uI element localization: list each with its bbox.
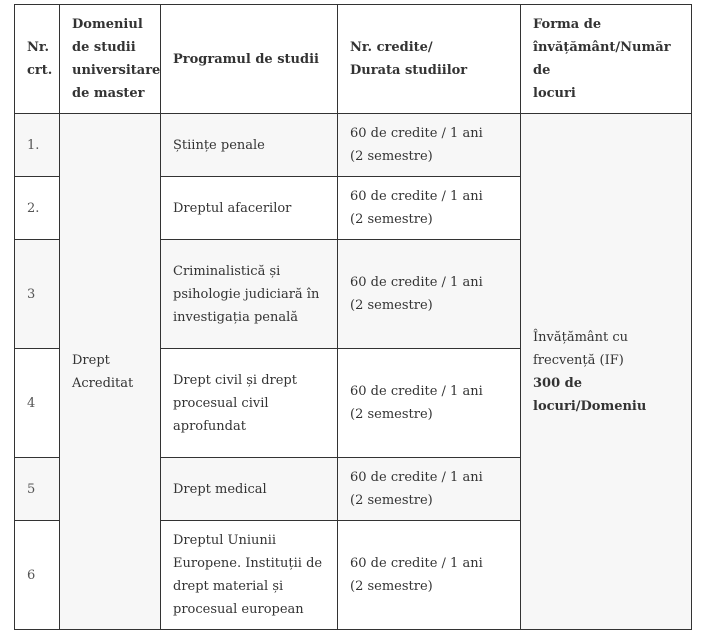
credits-line: (2 semestre) — [350, 212, 433, 227]
credits-duration — [338, 458, 521, 521]
credits-duration — [338, 521, 521, 630]
program-line: aprofundat — [173, 418, 246, 434]
credits-line: 60 de credite / 1 ani — [350, 556, 483, 571]
study-form-cell — [521, 114, 692, 630]
places-line: 300 de — [533, 375, 583, 391]
row-number: 6 — [15, 521, 60, 630]
row-number: 3 — [15, 240, 60, 349]
row-number: 1. — [15, 114, 60, 177]
credits-line: 60 de credite / 1 ani — [350, 189, 483, 204]
table-header-row — [15, 5, 692, 114]
program-name — [161, 177, 338, 240]
row-number: 4 — [15, 349, 60, 458]
credits-line: (2 semestre) — [350, 407, 433, 422]
domain-line: Drept — [72, 352, 110, 368]
table-row — [15, 114, 692, 177]
credits-line: 60 de credite / 1 ani — [350, 126, 483, 141]
program-name — [161, 240, 338, 349]
program-line: procesual civil — [173, 395, 269, 411]
credits-line: 60 de credite / 1 ani — [350, 470, 483, 485]
places-line: locuri/Domeniu — [533, 398, 647, 414]
program-line: Drept civil și drept — [173, 372, 297, 388]
credits-line: 60 de credite / 1 ani — [350, 384, 483, 399]
header-form: Forma de învățământ/Număr de locuri — [521, 5, 692, 114]
credits-duration — [338, 240, 521, 349]
program-line: Dreptul afacerilor — [173, 200, 292, 216]
credits-duration — [338, 114, 521, 177]
program-line: investigația penală — [173, 309, 299, 325]
domain-cell — [60, 114, 161, 630]
domain-line: Acreditat — [72, 375, 134, 391]
program-line: Drept medical — [173, 481, 267, 497]
row-number: 5 — [15, 458, 60, 521]
program-line: Criminalistică și — [173, 263, 281, 279]
study-programs-table — [14, 4, 692, 630]
program-line: Dreptul Uniunii — [173, 533, 277, 548]
header-credits: Nr. credite/ Durata studiilor — [338, 5, 521, 114]
credits-line: (2 semestre) — [350, 579, 433, 594]
credits-line: (2 semestre) — [350, 149, 433, 164]
credits-duration — [338, 177, 521, 240]
study-form-line: Învățământ cu — [533, 329, 629, 345]
program-name — [161, 349, 338, 458]
credits-line: (2 semestre) — [350, 493, 433, 508]
credits-duration — [338, 349, 521, 458]
credits-line: (2 semestre) — [350, 298, 433, 313]
program-name — [161, 458, 338, 521]
study-form-line: frecvență (IF) — [533, 352, 624, 368]
header-domain: Domeniul de studii universitare de master — [60, 5, 161, 114]
program-name — [161, 521, 338, 630]
header-program: Programul de studii — [161, 5, 338, 114]
program-line: Europene. Instituții de — [173, 556, 323, 571]
header-nr: Nr. crt. — [15, 5, 60, 114]
program-name — [161, 114, 338, 177]
program-line: procesual european — [173, 602, 304, 617]
program-line: drept material și — [173, 579, 284, 594]
credits-line: 60 de credite / 1 ani — [350, 275, 483, 290]
program-line: Științe penale — [173, 137, 265, 153]
program-line: psihologie judiciară în — [173, 286, 320, 302]
row-number: 2. — [15, 177, 60, 240]
